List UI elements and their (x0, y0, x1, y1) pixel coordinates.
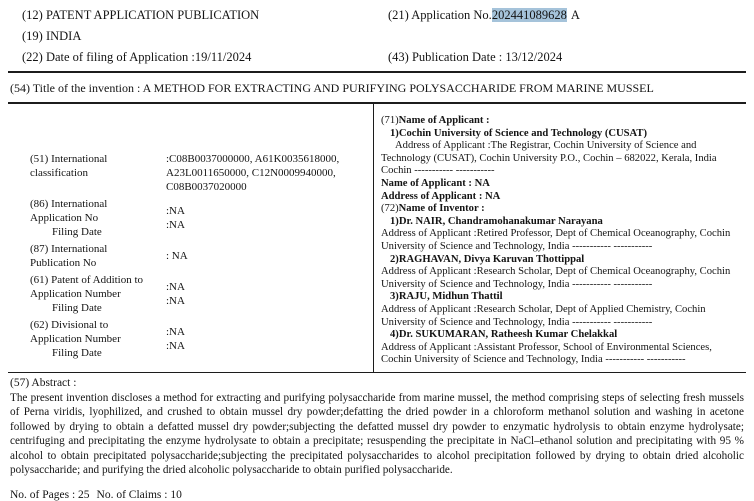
inventor-heading-text: Name of Inventor : (398, 203, 485, 215)
divisional-row (30, 318, 367, 360)
intl-classification-row (30, 152, 367, 194)
application-number-label: (21) Application No. (388, 8, 492, 22)
page-claim-counts (8, 477, 746, 501)
inventor-4-name: 4)Dr. SUKUMARAN, Ratheesh Kumar Chelakkal (390, 329, 618, 341)
inid-71: (71) (381, 115, 399, 126)
application-number-line (388, 8, 746, 23)
inventor-1-address: Address of Applicant :Retired Professor, Dept of Chemical Oceanography, Cochin University of Science and Technology, India ----------- ----------- (381, 228, 731, 252)
publication-kind: (12) PATENT APPLICATION PUBLICATION (22, 8, 260, 22)
bibliographic-body (8, 104, 746, 372)
intl-classification-value: :C08B0037000000, A61K0035618000, A23L0011650000, C12N0009940000, C08B0037020000 (166, 153, 340, 193)
applicant-1-address: Address of Applicant :The Registrar, Cochin University of Science and Technology (CUSAT), Cochin University P.O., Cochin – 682022, Kerala, India Cochin ----------- ----------- (381, 140, 717, 177)
applicant-inventor-panel (374, 104, 746, 372)
inventor-1-name: 1)Dr. NAIR, Chandramohanakumar Narayana (390, 215, 603, 227)
applicant-1-name: 1)Cochin University of Science and Technology (CUSAT) (390, 127, 648, 139)
invention-title: (54) Title of the invention : A METHOD FOR EXTRACTING AND PURIFYING POLYSACCHARIDE FROM MARINE MUSSEL (10, 81, 654, 95)
inventor-3-name: 3)RAJU, Midhun Thattil (390, 291, 503, 303)
intl-publication-value: : NA (166, 250, 188, 262)
patent-of-addition-row (30, 273, 367, 315)
country: (19) INDIA (22, 29, 82, 43)
divisional-label: (62) Divisional to Application Number Filing Date (30, 319, 121, 359)
bibliographic-header (8, 6, 746, 71)
publication-date: (43) Publication Date : 13/12/2024 (388, 50, 563, 64)
pages-count: No. of Pages : 25 (10, 489, 90, 501)
inventor-section-heading (381, 203, 742, 216)
filing-date: (22) Date of filing of Application :19/11/2024 (22, 50, 252, 64)
inid-72: (72) (381, 203, 399, 215)
application-number-suffix: A (570, 8, 580, 22)
patent-of-addition-label: (61) Patent of Addition to Application Number Filing Date (30, 274, 144, 314)
abstract-heading: (57) Abstract : (10, 377, 77, 389)
classification-panel (8, 104, 374, 372)
claims-count: No. of Claims : 10 (96, 489, 182, 501)
intl-application-value: :NA :NA (166, 205, 185, 231)
header-right-column (388, 8, 746, 71)
divisional-value: :NA :NA (166, 326, 185, 352)
inventor-3-address: Address of Applicant :Research Scholar, Dept of Applied Chemistry, Cochin University of Science and Technology, India ----------- ----------- (381, 303, 706, 328)
applicant-heading-text: Name of Applicant : (398, 115, 490, 126)
intl-classification-label: (51) International classification (30, 153, 108, 179)
intl-application-row (30, 197, 367, 239)
inventor-2-address: Address of Applicant :Research Scholar, Dept of Chemical Oceanography, Cochin University of Science and Technology, India ----------- ----------- (381, 266, 731, 290)
application-number-highlighted[interactable]: 202441089628 (491, 8, 567, 22)
applicant-section-heading (381, 115, 742, 128)
intl-publication-label: (87) International Publication No (30, 243, 108, 269)
abstract-section (8, 373, 746, 477)
intl-application-label: (86) International Application No Filing Date (30, 198, 108, 238)
intl-publication-row (30, 242, 367, 270)
applicant-na-name: Name of Applicant : NA (381, 177, 490, 189)
applicant-na-address: Address of Applicant : NA (381, 190, 501, 202)
patent-of-addition-value: :NA :NA (166, 281, 185, 307)
inventor-2-name: 2)RAGHAVAN, Divya Karuvan Thottippal (390, 253, 585, 265)
header-left-column (22, 8, 388, 71)
abstract-text: The present invention discloses a method for extracting and purifying polysaccharide from marine mussel, the method comprising steps of selecting fresh mussels of Perna viridis, lyophilized, and crushed to obtain mussel dry powder;defatting the dried powder in a chloroform methanol solution and washing in acetone followed by drying to obtain a defatted mussel dry powder;subjecting the defatted mussel dry powder to enzymatic hydrolysis to obtain enzyme hydrolysate; centrifuging and precipitating the enzyme hydrolysate to obtain a precipitate; resuspending the precipitate in NaCl–ethanol solution and precipitating with 95 % alcohol to obtain precipitated polysaccharide;subjecting the precipitated polysaccharides to alcohol precipitation followed by drying to obtain dried alcoholic polysaccharide; and purifying the dried alcoholic polysaccharide to obtain purified polysaccharide. (10, 392, 744, 477)
inventor-4-address: Address of Applicant :Assistant Professor, School of Environmental Sciences, Cochin University of Science and Technology, India ----------- ----------- (381, 341, 712, 366)
